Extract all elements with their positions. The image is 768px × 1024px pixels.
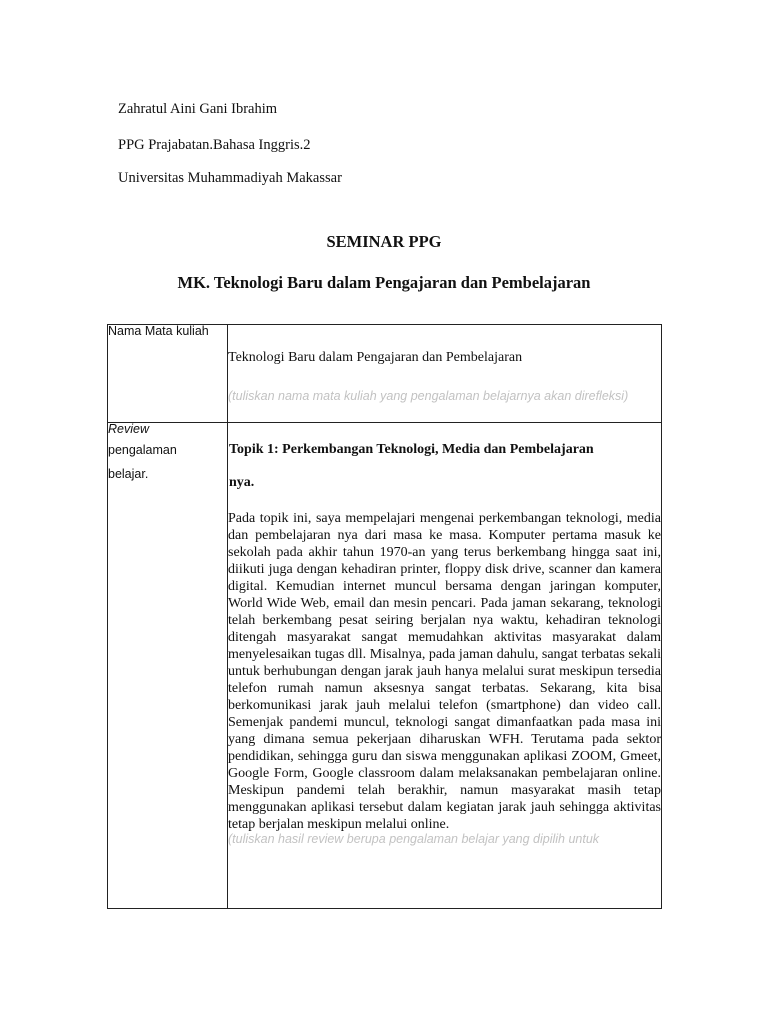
course-heading: MK. Teknologi Baru dalam Pengajaran dan Pembelajaran xyxy=(177,273,591,292)
review-row xyxy=(108,423,662,909)
review-content-cell xyxy=(228,423,662,909)
program-name: PPG Prajabatan.Bahasa Inggris.2 xyxy=(118,137,311,153)
course-name-value: Teknologi Baru dalam Pengajaran dan Pembelajaran xyxy=(228,350,523,365)
course-name-hint: (tuliskan nama mata kuliah yang pengalaman belajarnya akan direfleksi) xyxy=(228,389,629,403)
reflection-paragraph: Pada topik ini, saya mempelajari mengenai perkembangan teknologi, media dan pembelajaran nya dari masa ke masa. Komputer pertama masuk ke sekolah pada akhir tahun 1970-an yang terus berkembang hingga saat ini, diikuti juga dengan kehadiran printer, floppy disk drive, scanner dan kamera digital. Kemudian internet muncul bersama dengan jaringan komputer, World Wide Web, email dan mesin pencari. Pada jaman sekarang, teknologi telah berkembang pesat seiring berjalan nya waktu, kehadiran teknologi ditengah masyarakat sangat memudahkan aktivitas masyarakat dalam menyelesaikan tugas dll. Misalnya, pada jaman dahulu, sangat terbatas sekali untuk berhubungan dengan jarak jauh hanya melalui surat meskipun tersedia telefon rumah namun aksesnya sangat terbatas. Sekarang, kita bisa berkomunikasi jarak jauh melalui telefon (smartphone) dan video call. Semenjak pandemi muncul, teknologi sangat dimanfaatkan pada masa ini yang dimana semua pekerjaan diharuskan WFH. Terutama pada sektor pendidikan, sehingga guru dan siswa menggunakan aplikasi ZOOM, Gmeet, Google Form, Google classroom dalam melaksanakan pembelajaran online. Meskipun pandemi telah berakhir, namun masyarakat masih tetap menggunakan aplikasi tersebut dalam kegiatan jarak jauh sehingga aktivitas tetap berjalan meskipun melalui online. xyxy=(228,511,661,832)
course-name-label-cell xyxy=(108,325,228,423)
course-name-row xyxy=(108,325,662,423)
review-label-line3: belajar. xyxy=(108,467,149,481)
reflection-table xyxy=(107,324,662,909)
review-label-line2: pengalaman xyxy=(108,443,177,457)
author-name: Zahratul Aini Gani Ibrahim xyxy=(118,101,278,117)
course-name-cell xyxy=(228,325,662,423)
review-label-cell xyxy=(108,423,228,909)
review-hint: (tuliskan hasil review berupa pengalaman belajar yang dipilih untuk xyxy=(228,832,600,846)
topic-title-line1: Topik 1: Perkembangan Teknologi, Media dan Pembelajaran xyxy=(229,442,594,457)
seminar-title: SEMINAR PPG xyxy=(326,232,442,251)
topic-title-line2: nya. xyxy=(229,475,255,490)
review-label-line1: Review xyxy=(108,422,149,436)
university-name: Universitas Muhammadiyah Makassar xyxy=(118,170,342,186)
course-name-label: Nama Mata kuliah xyxy=(108,324,209,338)
